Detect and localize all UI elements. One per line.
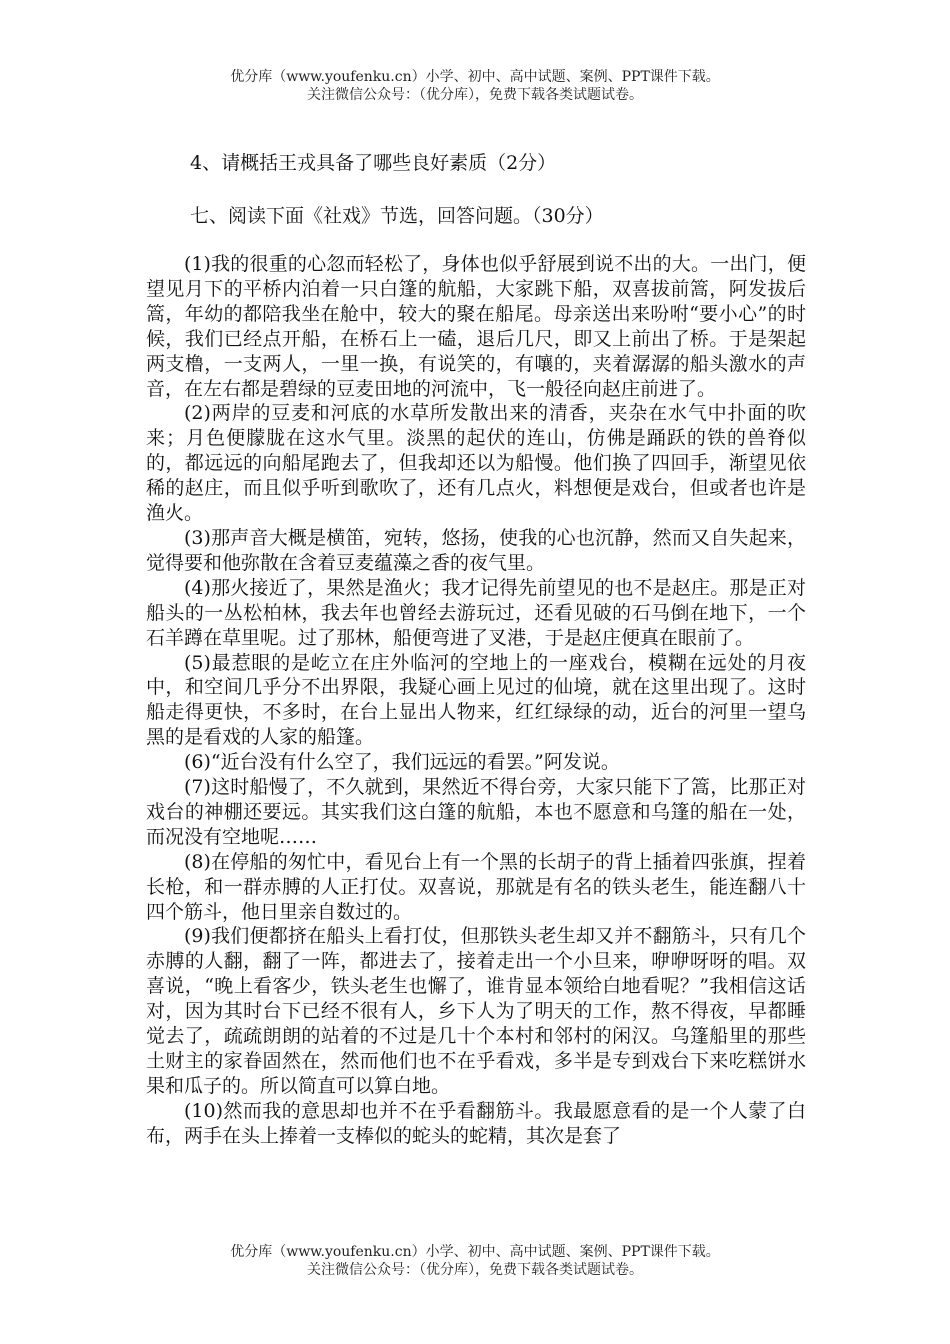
paragraph: (5)最惹眼的是屹立在庄外临河的空地上的一座戏台，模糊在远处的月夜中，和空间几乎分不出界限，我疑心画上见过的仙境，就在这里出现了。这时船走得更快，不多时，在台上显出人物来，红红绿绿的动，近台的河里一望乌黑的是看戏的人家的船篷。: [146, 651, 806, 749]
page-header: [0, 68, 950, 104]
page-footer: [0, 1243, 950, 1279]
header-line-1: 优分库（www.youfenku.cn）小学、初中、高中试题、案例、PPT课件下载。: [230, 69, 720, 85]
paragraph: (2)两岸的豆麦和河底的水草所发散出来的清香，夹杂在水气中扑面的吹来；月色便朦胧在这水气里。淡黑的起伏的连山，仿佛是踊跃的铁的兽脊似的，都远远的向船尾跑去了，但我却还以为船慢。他们换了四回手，渐望见依稀的赵庄，而且似乎听到歌吹了，还有几点火，料想便是戏台，但或者也许是渔火。: [146, 402, 806, 525]
reading-passage: [146, 252, 806, 1149]
paragraph: (4)那火接近了，果然是渔火；我才记得先前望见的也不是赵庄。那是正对船头的一丛松柏林，我去年也曾经去游玩过，还看见破的石马倒在地下，一个石羊蹲在草里呢。过了那林，船便弯进了叉港，于是赵庄便真在眼前了。: [146, 576, 806, 649]
paragraph: (3)那声音大概是横笛，宛转，悠扬，使我的心也沉静，然而又自失起来，觉得要和他弥散在含着豆麦蕴藻之香的夜气里。: [146, 526, 806, 574]
paragraph: (8)在停船的匆忙中，看见台上有一个黑的长胡子的背上插着四张旗，捏着长枪，和一群赤膊的人正打仗。双喜说，那就是有名的铁头老生，能连翻八十四个筋斗，他日里亲自数过的。: [146, 850, 806, 923]
footer-line-2: 关注微信公众号：（优分库），免费下载各类试题试卷。: [307, 1262, 643, 1278]
paragraph: (7)这时船慢了，不久就到，果然近不得台旁，大家只能下了篙，比那正对戏台的神棚还要远。其实我们这白篷的航船，本也不愿意和乌篷的船在一处，而况没有空地呢……: [146, 776, 806, 848]
question-4: 4、请概括王戎具备了哪些良好素质（2分）: [190, 152, 557, 174]
paragraph: (9)我们便都挤在船头上看打仗，但那铁头老生却又并不翻筋斗，只有几个赤膊的人翻，翻了一阵，都进去了，接着走出一个小旦来，咿咿呀呀的唱。双喜说，“晚上看客少，铁头老生也懈了，谁肯显本领给白地看呢？”我相信这话对，因为其时台下已经不很有人，乡下人为了明天的工作，熬不得夜，早都睡觉去了，疏疏朗朗的站着的不过是几十个本村和邻村的闲汉。乌篷船里的那些土财主的家眷固然在，然而他们也不在乎看戏，多半是专到戏台下来吃糕饼水果和瓜子的。所以简直可以算白地。: [146, 925, 806, 1097]
section-7-heading: 七、阅读下面《社戏》节选，回答问题。（30分）: [190, 205, 604, 227]
footer-line-1: 优分库（www.youfenku.cn）小学、初中、高中试题、案例、PPT课件下载。: [230, 1244, 720, 1260]
header-line-2: 关注微信公众号：（优分库），免费下载各类试题试卷。: [307, 87, 643, 103]
paragraph: (10)然而我的意思却也并不在乎看翻筋斗。我最愿意看的是一个人蒙了白布，两手在头上捧着一支棒似的蛇头的蛇精，其次是套了: [146, 1099, 806, 1147]
paragraph: (6)“近台没有什么空了，我们远远的看罢。”阿发说。: [184, 751, 620, 774]
paragraph: (1)我的很重的心忽而轻松了，身体也似乎舒展到说不出的大。一出门，便望见月下的平桥内泊着一只白篷的航船，大家跳下船，双喜拔前篙，阿发拔后篙，年幼的都陪我坐在舱中，较大的聚在船尾。母亲送出来吩咐“要小心”的时候，我们已经点开船，在桥石上一磕，退后几尺，即又上前出了桥。于是架起两支橹，一支两人，一里一换，有说笑的，有嚷的，夹着潺潺的船头激水的声音，在左右都是碧绿的豆麦田地的河流中，飞一般径向赵庄前进了。: [146, 253, 806, 400]
